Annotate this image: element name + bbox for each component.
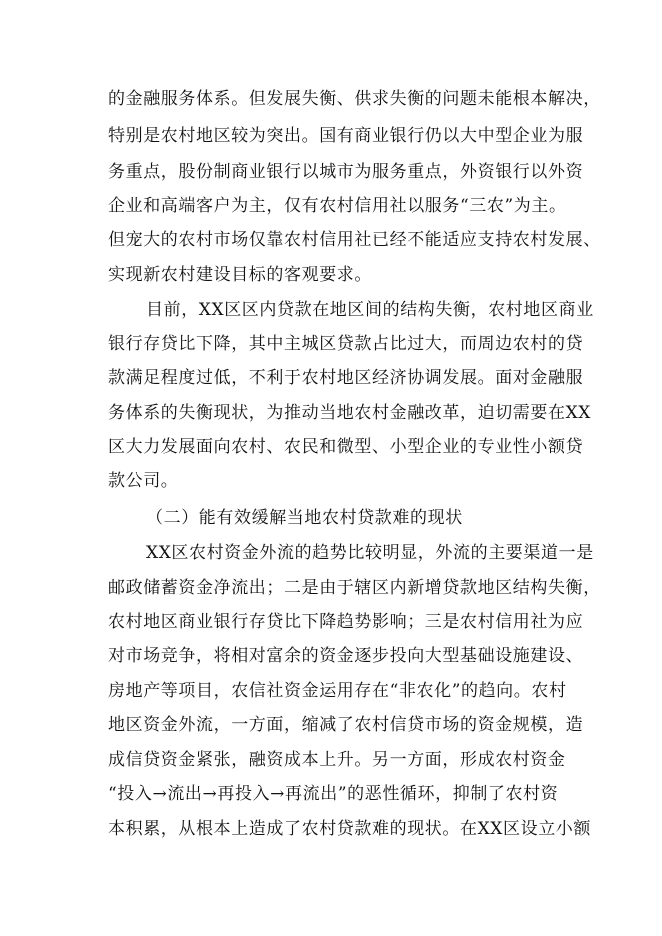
text-line: “投入→流出→再投入→再流出”的恶性循环，抑制了农村资 — [108, 784, 559, 804]
text-line: 银行存贷比下降，其中主城区贷款占比过大，而周边农村的贷 — [108, 334, 584, 354]
text-line: 成信贷资金紧张，融资成本上升。另一方面，形成农村资金 — [108, 750, 566, 770]
text-line: 款公司。 — [108, 471, 179, 491]
text-line: 农村地区商业银行存贷比下降趋势影响；三是农村信用社为应 — [108, 612, 584, 632]
text-line: 企业和高端客户为主，仅有农村信用社以服务“三农”为主。 — [108, 196, 567, 216]
text-line: 地区资金外流，一方面，缩减了农村信贷市场的资金规模，造 — [108, 715, 584, 735]
paragraph-first-line: XX区农村资金外流的趋势比较明显，外流的主要渠道一是 — [146, 543, 594, 563]
text-line: 邮政储蓄资金净流出；二是由于辖区内新增贷款地区结构失衡， — [108, 578, 601, 598]
text-line: 但宠大的农村市场仅靠农村信用社已经不能适应支持农村发展、 — [108, 230, 601, 250]
text-line: 务重点，股份制商业银行以城市为服务重点，外资银行以外资 — [108, 162, 584, 182]
text-line: 区大力发展面向农村、农民和微型、小型企业的专业性小额贷 — [108, 437, 584, 457]
text-line: 特别是农村地区较为突出。国有商业银行仍以大中型企业为服 — [108, 126, 584, 146]
paragraph-first-line: 目前，XX区区内贷款在地区间的结构失衡，农村地区商业 — [146, 300, 594, 320]
text-line: 务体系的失衡现状，为推动当地农村金融改革，迫切需要在XX — [108, 403, 592, 423]
section-heading: （二）能有效缓解当地农村贷款难的现状 — [146, 508, 463, 528]
text-line: 实现新农村建设目标的客观要求。 — [108, 265, 372, 285]
text-line: 房地产等项目，农信社资金运用存在“非农化”的趋向。农村 — [108, 681, 567, 701]
text-line: 的金融服务体系。但发展失衡、供求失衡的问题未能根本解决， — [108, 89, 601, 109]
text-line: 本积累，从根本上造成了农村贷款难的现状。在XX区设立小额 — [108, 819, 592, 839]
text-line: 款满足程度过低，不利于农村地区经济协调发展。面对金融服 — [108, 368, 584, 388]
text-line: 对市场竞争，将相对富余的资金逐步投向大型基础设施建设、 — [108, 646, 584, 666]
